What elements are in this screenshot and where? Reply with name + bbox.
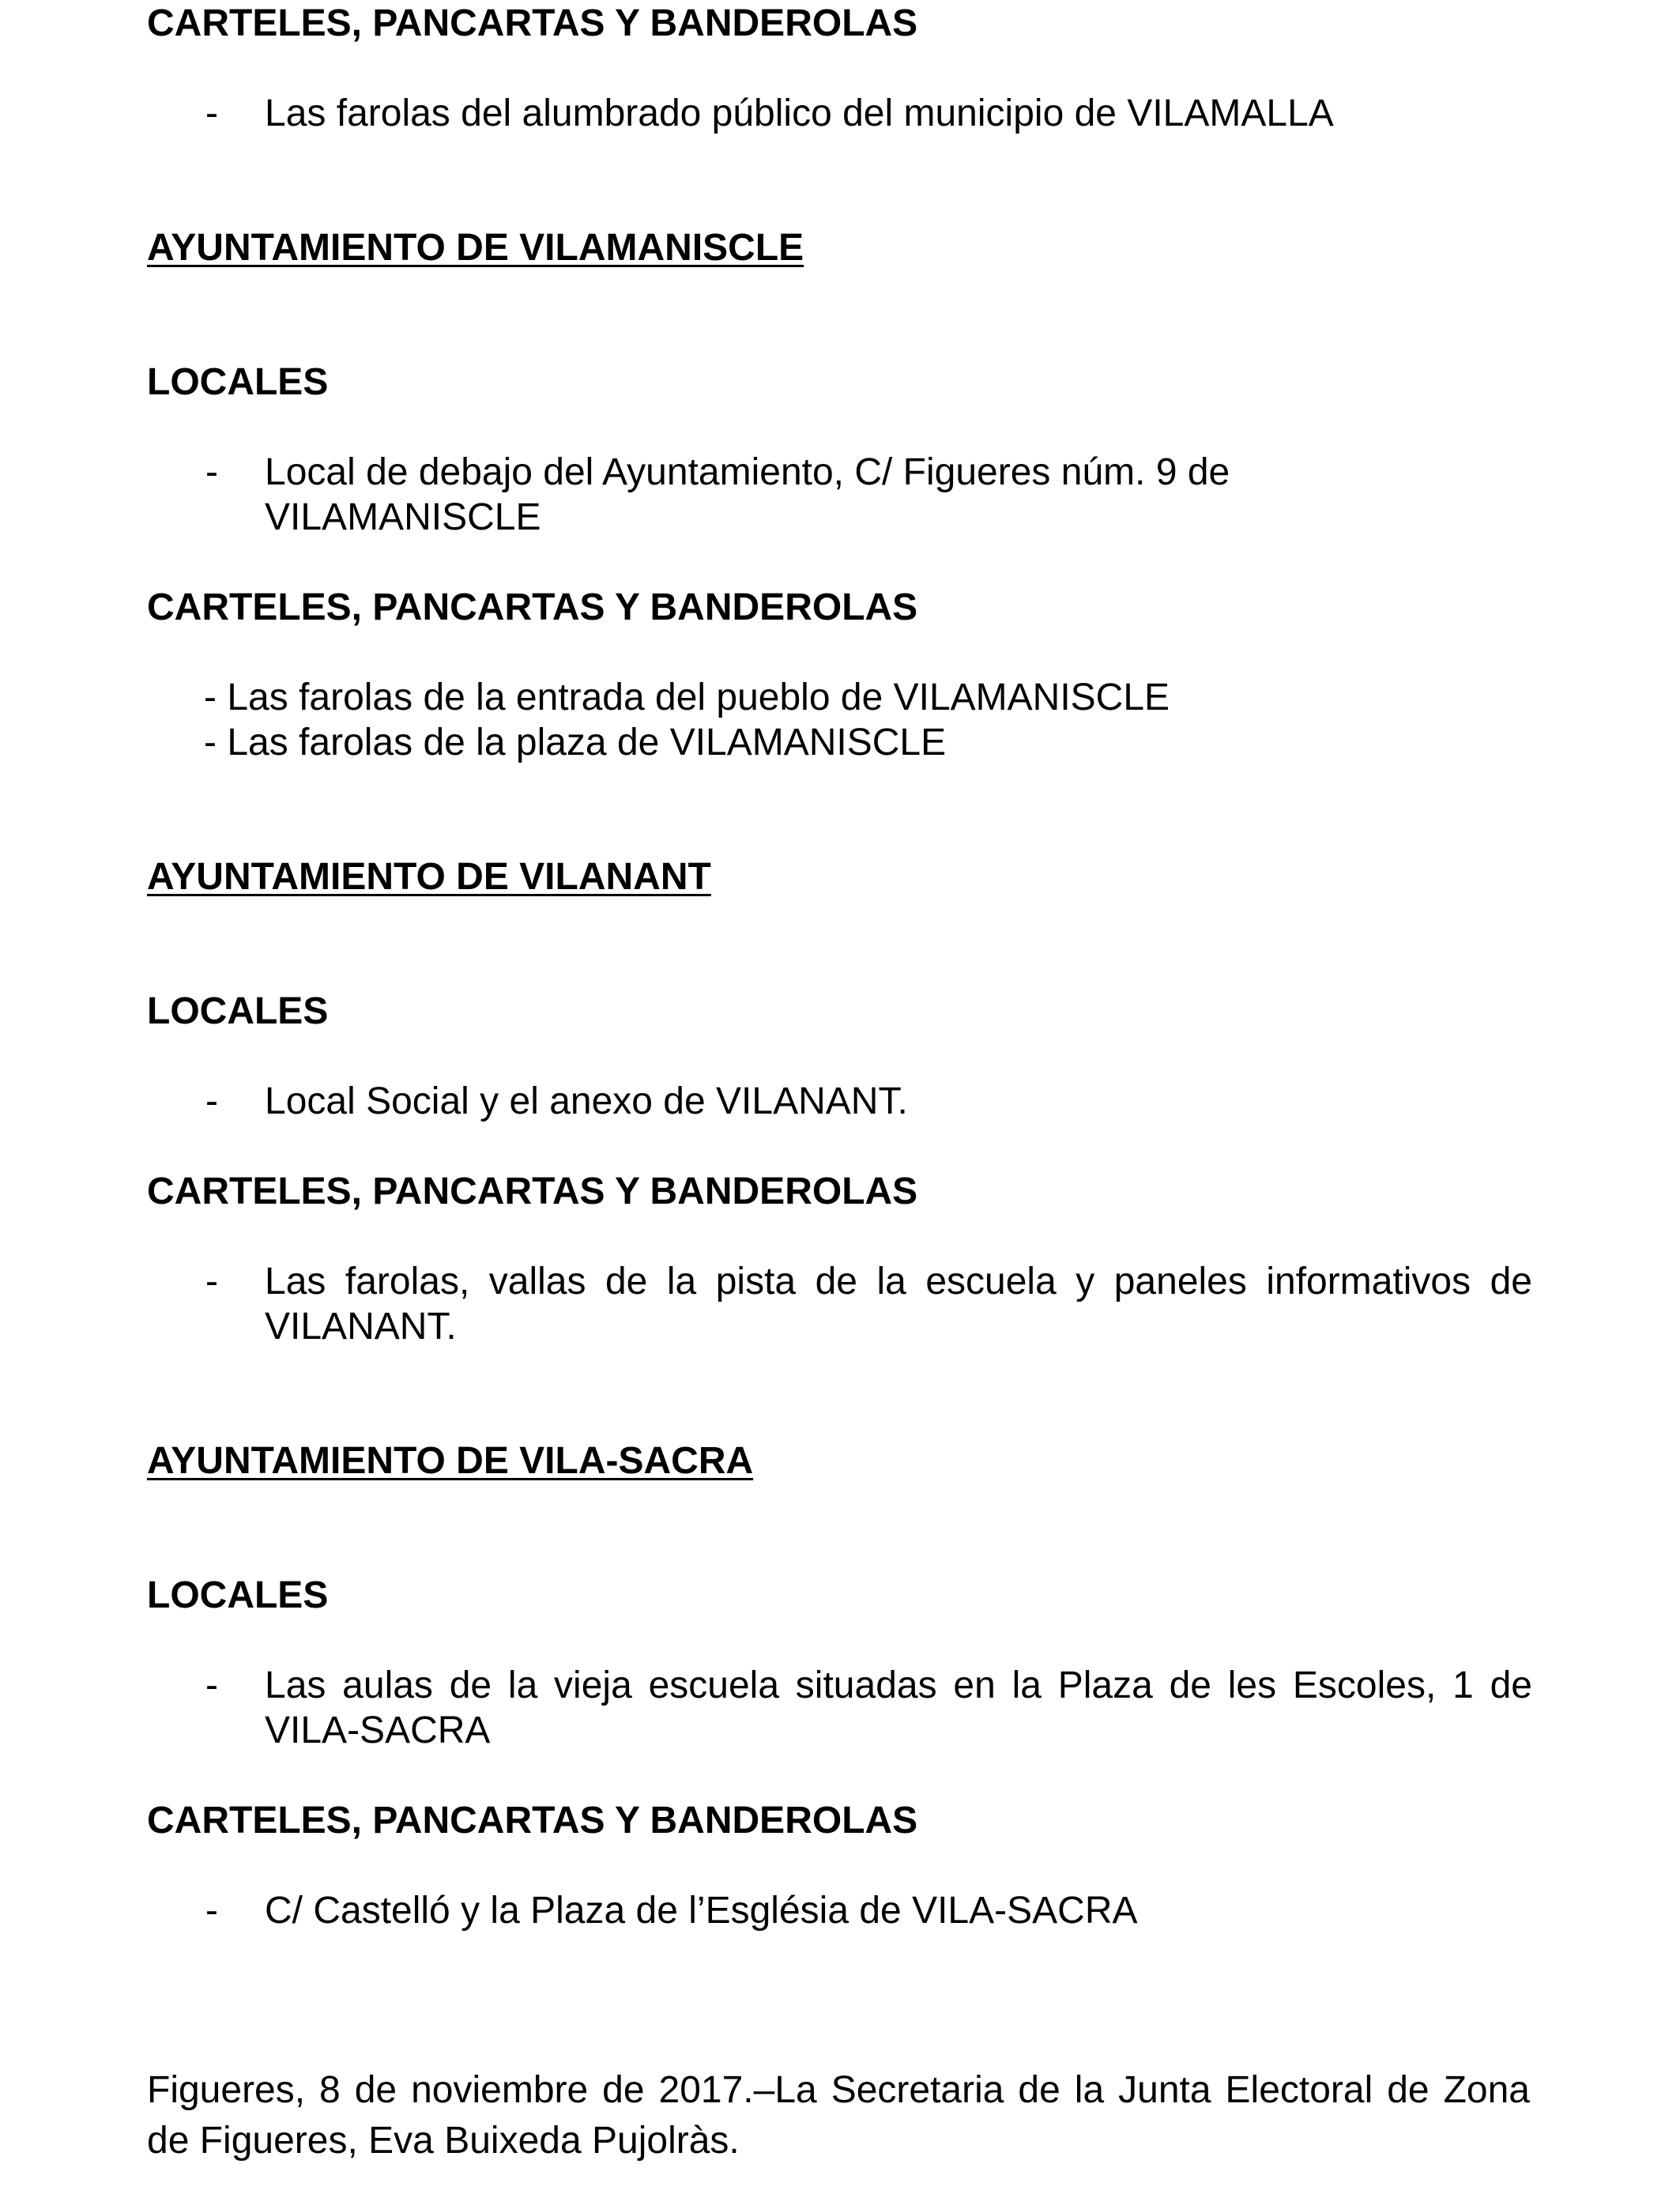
section-title-vilamaniscle: AYUNTAMIENTO DE VILAMANISCLE <box>147 227 804 269</box>
list-item: Las farolas del alumbrado público del municipio de VILAMALLA <box>265 92 1334 134</box>
subheading-locales: LOCALES <box>147 361 329 403</box>
section-title-vilanant: AYUNTAMIENTO DE VILANANT <box>147 856 711 898</box>
list-item: - Las farolas de la entrada del pueblo de VILAMANISCLE <box>204 677 1170 718</box>
subheading-locales: LOCALES <box>147 1574 329 1616</box>
list-bullet: - <box>205 1261 218 1302</box>
subheading-signs: CARTELES, PANCARTAS Y BANDEROLAS <box>147 1800 918 1842</box>
list-item: Las farolas, vallas de la pista de la escuela y paneles informativos de <box>265 1261 1532 1302</box>
list-bullet: - <box>205 1080 218 1122</box>
section-title-vilasacra: AYUNTAMIENTO DE VILA-SACRA <box>147 1440 754 1482</box>
list-bullet: - <box>205 1664 218 1706</box>
list-item: - Las farolas de la plaza de VILAMANISCLE <box>204 722 947 763</box>
subheading-signs: CARTELES, PANCARTAS Y BANDEROLAS <box>147 1171 918 1212</box>
subheading-signs: CARTELES, PANCARTAS Y BANDEROLAS <box>147 586 918 628</box>
list-item: Local de debajo del Ayuntamiento, C/ Figueres núm. 9 de <box>265 451 1230 493</box>
section-heading-signs: CARTELES, PANCARTAS Y BANDEROLAS <box>147 2 918 44</box>
list-item-continuation: VILAMANISCLE <box>265 496 541 538</box>
list-item: Local Social y el anexo de VILANANT. <box>265 1080 908 1122</box>
list-item-continuation: VILANANT. <box>265 1306 457 1348</box>
list-bullet: - <box>205 451 218 493</box>
list-item-continuation: VILA-SACRA <box>265 1710 491 1751</box>
list-bullet: - <box>205 92 218 134</box>
closing-signature-line2: de Figueres, Eva Buixeda Pujolràs. <box>147 2120 740 2162</box>
list-bullet: - <box>205 1890 218 1932</box>
list-item: Las aulas de la vieja escuela situadas en la Plaza de les Escoles, 1 de <box>265 1664 1532 1706</box>
list-item: C/ Castelló y la Plaza de l’Església de VILA-SACRA <box>265 1890 1138 1932</box>
subheading-locales: LOCALES <box>147 990 329 1032</box>
closing-signature-line1: Figueres, 8 de noviembre de 2017.–La Secretaria de la Junta Electoral de Zona <box>147 2069 1530 2111</box>
